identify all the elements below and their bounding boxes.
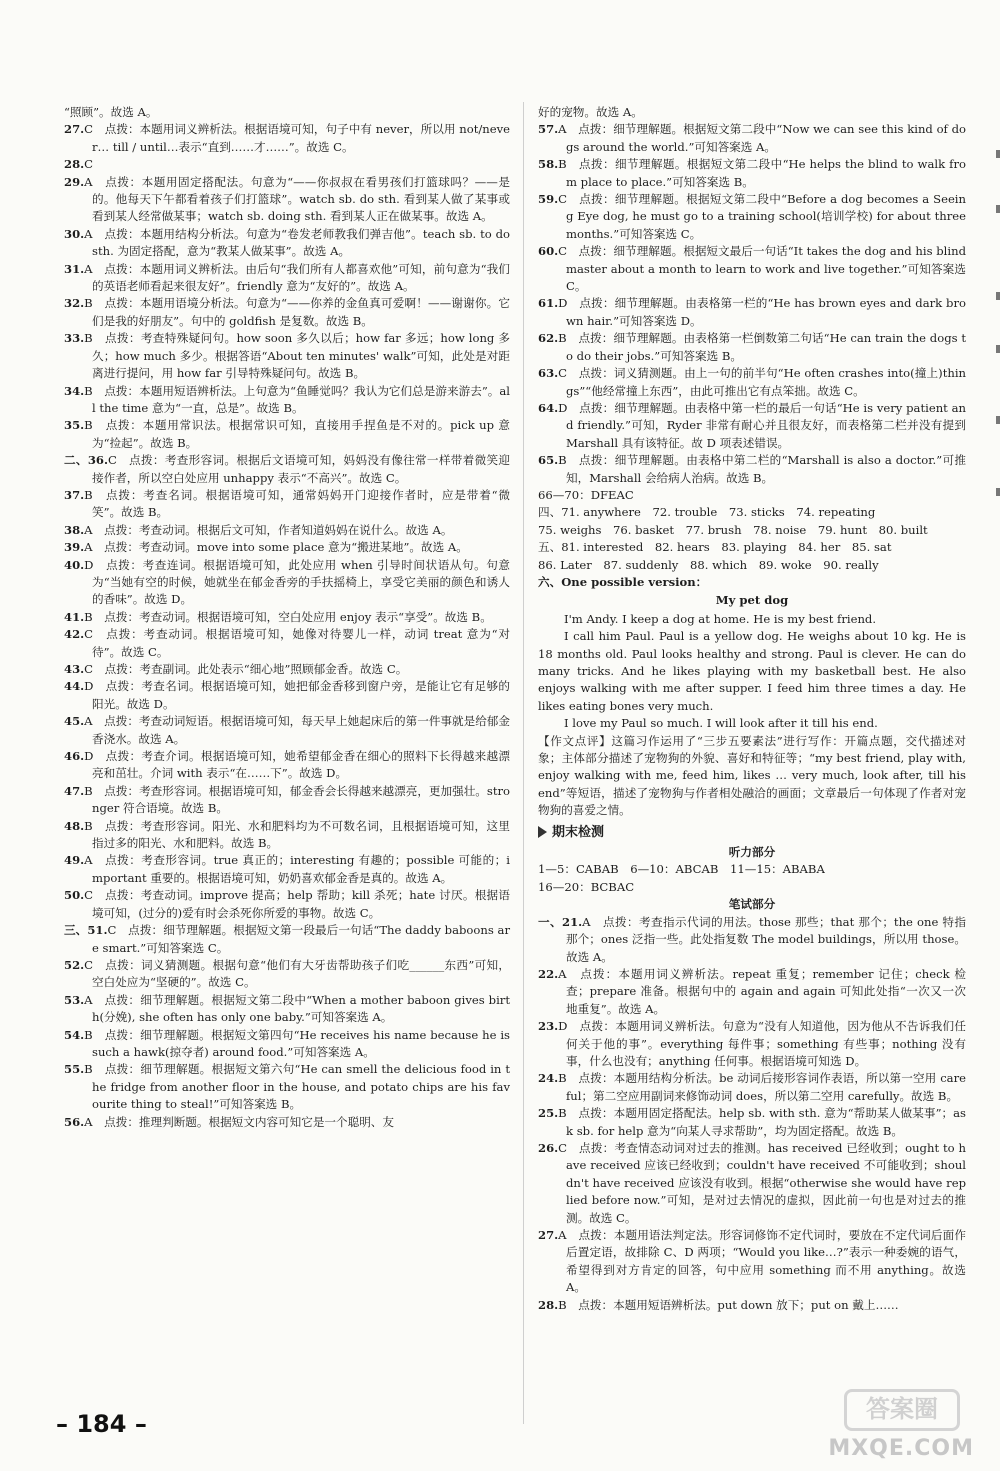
item-number: 28. [64,157,85,172]
item-text: B 点拨：本题用固定搭配法。help sb. with sth. 意为“帮助某人做某事”；ask sb. for help 意为“向某人寻求帮助”，均为固定搭配。故选 B。 [558,1106,966,1138]
answer-item [64,226,510,261]
item-text: C 点拨：考查情态动词对过去的推测。has received 已经收到；ought to have received 应该已经收到；couldn't have received 不可能收到；shouldn't have received 应该没有收到。根据“otherwise she would have replied before now.”可知，是对过去情况的虚拟，因此前一句也是对过去的推测。故选 C。 [558,1140,966,1225]
item-number: 32. [64,296,85,311]
answer-item [538,1227,966,1297]
item-text: C 点拨：细节理解题。根据短文最后一句话“It takes the dog and his blind master about a month to learn to work and live together.”可知答案选 C。 [558,244,966,294]
item-text: B 点拨：考查形容词。根据语境可知，郁金香会长得越来越漂亮，更加强壮。stronger 符合语境。故选 B。 [84,783,511,816]
item-text: D 点拨：考查介词。根据语境可知，她希望郁金香在细心的照料下长得越来越漂亮和茁壮。介词 with 表示“在……下”。故选 D。 [84,749,510,781]
edge-mark [996,488,1000,496]
item-number: 25. [538,1106,559,1121]
listening-answers: 1—5：CABAB 6—10：ABCAB 11—15：ABABA [538,862,825,877]
item-number: 31. [64,261,85,276]
item-text: C 点拨：本题用词义辨析法。根据语境可知，句子中有 never，所以用 not/never… till / until…表示“直到……才……”。故选 C。 [84,122,510,154]
item-text: 好的宠物。故选 A。 [538,105,643,119]
answer-item [64,992,510,1027]
item-text: D 点拨：细节理解题。由表格中第一栏的最后一句话“He is very patient and friendly.”可知，Ryder 非常有耐心并且很友好，而表格第二栏并没有提到 Marshall 具有该特征。故 D 项表述错误。 [558,400,966,450]
edge-mark [996,292,1000,300]
answer-item [538,191,966,243]
answer-row-66: 66—70：DFEAC [538,487,634,502]
answer-item [538,1105,966,1140]
item-number: 54. [64,1027,85,1042]
answer-item [64,748,510,783]
item-number: 39. [64,540,85,555]
watermark-text: MXQE.COM [828,1435,974,1461]
answer-item [538,1018,966,1070]
answer-item [64,783,510,818]
item-number: 41. [64,609,85,624]
edge-mark [996,345,1000,353]
writing-heading: 笔试部分 [728,897,776,912]
item-text: B 点拨：考查形容词。阳光、水和肥料均为不可数名词，且根据语境可知，这里指过多的阳光、水和肥料。故选 B。 [84,818,510,851]
item-number: 56. [64,1114,85,1129]
item-text: B 点拨：细节理解题。根据短文第二段中“He helps the blind to walk from place to place.”可知答案选 B。 [558,157,966,189]
item-text: C 点拨：词义猜测题。根据句意“他们有大牙齿帮助孩子们吃______东西”可知，空白处应为“坚硬的”。故选 C。 [84,957,510,990]
answer-item [538,330,966,365]
answer-item [64,452,510,487]
item-text: C 点拨：考查动词。improve 提高；help 帮助；kill 杀死；hate 讨厌。根据语境可知，(过分的)爱有时会杀死你所爱的事物。故选 C。 [84,888,510,920]
item-number: 35. [64,418,85,433]
item-text: C 点拨：细节理解题。根据短文第二段中“Before a dog becomes a Seeing Eye dog, he must go to a training school(培训学校) for about three months.”可知答案选 C。 [558,192,966,241]
edge-mark [996,205,1000,213]
item-number: 29. [64,174,85,189]
item-text: B 点拨：考查动词。根据语境可知，空白处应用 enjoy 表示“享受”。故选 B。 [84,609,492,624]
item-text: A 点拨：考查动词。move into some place 意为“搬进某地”。故选 A。 [84,540,468,555]
answer-item [538,1140,966,1227]
item-text: B 点拨：细节理解题。由表格第一栏倒数第二句话“He can train the dogs to do their jobs.”可知答案选 B。 [558,331,966,363]
item-number: 57. [538,122,559,137]
answer-item [538,1070,966,1105]
essay-paragraph: I call him Paul. Paul is a yellow dog. He weighs about 10 kg. He is 18 months old. Paul looks healthy and strong. Paul is clever. He can do many tricks. And he likes playing with my basketball best. He also enjoys walking with me after supper. I feed him three times a day. He likes eating bones very much. [538,629,966,713]
item-number: 61. [538,296,559,311]
item-number: 38. [64,522,85,537]
answer-item [538,365,966,400]
listening-heading: 听力部分 [728,845,776,860]
exam-answer-list [538,914,966,1314]
answer-item [64,121,510,156]
item-text: B 点拨：本题用短语辨析法。put down 放下；put on 戴上…… [558,1297,899,1312]
answer-item [64,1027,510,1062]
answer-item [64,261,510,296]
right-column [538,104,966,1314]
item-number: 60. [538,244,559,259]
answer-item [64,104,510,121]
final-exam-title: 期末检测 [552,824,605,840]
item-number: 37. [64,487,85,502]
item-text: B 点拨：考查特殊疑问句。how soon 多久以后；how far 多远；how long 多久；how much 多少。根据答语“About ten minutes' walk”可知，此处是对距离进行提问，用 how far 引导特殊疑问句。故选 B。 [84,331,510,381]
item-text: B 点拨：本题用常识法。根据常识可知，直接用手捏鱼是不对的。pick up 意为“捡起”。故选 B。 [84,418,510,450]
answer-row-81: 五、81. interested 82. hears 83. playing 84. her 85. sat [538,540,892,555]
item-number: 58. [538,157,559,172]
item-number: 49. [64,853,85,868]
answer-row-71: 四、71. anywhere 72. trouble 73. sticks 74. repeating [538,505,876,520]
item-number: 22. [538,966,559,981]
answer-item [538,452,966,487]
left-column [64,104,510,1131]
item-text: B 点拨：本题用语境分析法。句意为“——你养的金鱼真可爱啊！——谢谢你。它们是我的好朋友”。句中的 goldfish 是复数。故选 B。 [84,296,510,328]
answer-item [64,887,510,922]
item-number: 三、51. [64,923,108,938]
item-number: 二、36. [64,453,108,468]
answer-item [538,156,966,191]
item-text: A 点拨：本题用词义辨析法。repeat 重复；remember 记住；check 检查；prepare 准备。根据句中的 again and again 可知此处指“一次又一次地重复”。故选 A。 [558,966,966,1016]
item-number: 33. [64,331,85,346]
answer-item [538,914,966,966]
answer-item [64,661,510,678]
item-text: A 点拨：考查指示代词的用法。those 那些；that 那个；the one 特指那个；ones 泛指一些。此处指复数 The model buildings，所以用 those。故选 A。 [566,914,966,964]
answer-item [64,852,510,887]
item-text: A 点拨：细节理解题。根据短文第二段中“When a mother baboon gives birth(分娩), she often has only one baby.”可知答案选 A。 [84,992,510,1025]
item-number: 43. [64,662,85,676]
column-divider [523,102,524,1424]
answer-item [64,330,510,382]
answer-item [538,295,966,330]
item-number: 62. [538,331,559,346]
item-text: C 点拨：细节理解题。根据短文第一段最后一句话“The daddy baboons are smart.”可知答案选 C。 [92,923,510,955]
essay-comment: 【作文点评】这篇习作运用了“三步五要素法”进行写作：开篇点题，交代描述对象；主体部分描述了宠物狗的外貌、喜好和特征等；“my best friend, play with, enjoy walking with me, feed him, likes … very much, look after, till his end”等短语，描述了宠物狗与作者相处融洽的画面；文章最后一句体现了作者对宠物狗的喜爱之情。 [538,733,966,818]
answer-item [64,957,510,992]
answer-item [538,104,966,121]
item-text: A 点拨：本题用语法判定法。形容词修饰不定代词时，要放在不定代词后面作后置定语，故排除 C、D 两项；“Would you like…?”表示一种委婉的语气，希望得到对方肯定的回答，句中应用 something 而不用 anything。故选 A。 [558,1228,966,1295]
item-number: 63. [538,366,559,381]
item-text: “照顾”。故选 A。 [64,105,158,119]
page-number: – 184 – [56,1410,147,1438]
item-text: B 点拨：细节理解题。根据短文第四句“He receives his name because he is such a hawk(掠夺者) around food.”可知答案选 A。 [84,1027,510,1059]
item-number: 55. [64,1062,85,1077]
answer-item [64,922,510,957]
answer-item [64,557,510,609]
item-text: D 点拨：考查连词。根据语境可知，此处应用 when 引导时间状语从句。句意为“当她有空的时候，她就坐在郁金香旁的手扶摇椅上，享受它美丽的颜色和诱人的香味”。故选 D。 [84,557,510,607]
writing-section-label: 六、One possible version： [538,574,708,589]
listening-answers: 16—20：BCBAC [538,879,635,894]
answer-item [538,400,966,452]
item-number: 59. [538,192,559,207]
item-text: C 点拨：考查动词。根据语境可知，她像对待婴儿一样，动词 treat 意为“对待”。故选 C。 [84,627,510,659]
item-number: 64. [538,400,559,415]
item-number: 一、21. [538,914,583,929]
item-text: B 点拨：本题用结构分析法。be 动词后接形容词作表语，所以第一空用 careful；第二空应用副词来修饰动词 does，所以第二空用 carefully。故选 B。 [558,1071,966,1103]
answer-item [64,818,510,853]
item-number: 48. [64,818,85,833]
edge-mark [996,416,1000,424]
answer-item [64,1114,510,1131]
answer-item [64,174,510,226]
item-text: A 点拨：本题用固定搭配法。句意为“——你叔叔在看男孩们打篮球吗？——是的。他每天下午都看着孩子们打篮球”。watch sb. do sth. 看到某人做了某事或看到某人经常做某事；watch sb. doing sth. 看到某人正在做某事。故选 A。 [84,174,510,224]
answer-item [64,609,510,626]
item-number: 65. [538,453,559,468]
item-number: 44. [64,679,85,694]
answer-item [64,156,510,173]
item-number: 23. [538,1019,559,1034]
item-number: 50. [64,888,85,903]
item-number: 24. [538,1071,559,1086]
item-text: C 点拨：考查副词。此处表示“细心地”照顾郁金香。故选 C。 [84,662,408,676]
essay-title: My pet dog [715,593,789,608]
answer-item [64,522,510,539]
item-text: C [84,157,94,172]
answer-item [64,295,510,330]
item-text: D 点拨：细节理解题。由表格第一栏的“He has brown eyes and dark brown hair.”可知答案选 D。 [558,296,966,328]
item-text: D 点拨：本题用词义辨析法。句意为“没有人知道他，因为他从不告诉我们任何关于他的事”。everything 每件事；something 有些事；nothing 没有事，什么也没有；anything 任何事。根据语境可知选 D。 [558,1019,966,1068]
item-text: A 点拨：本题用词义辨析法。由后句“我们所有人都喜欢他”可知，前句意为“我们的英语老师看起来很友好”。friendly 意为“友好的”。故选 A。 [84,261,510,294]
answer-item [538,243,966,295]
item-number: 46. [64,749,85,764]
answer-item [64,487,510,522]
item-number: 45. [64,714,85,729]
answer-item [64,713,510,748]
answer-item [64,539,510,556]
item-number: 34. [64,383,85,398]
final-exam-heading [538,824,966,841]
answer-item [538,121,966,156]
item-text: C 点拨：词义猜测题。由上一句的前半句“He often crashes into(撞上)things”“他经常撞上东西”，由此可推出它有点笨拙。故选 C。 [558,366,966,398]
answer-row-86: 86. Later 87. suddenly 88. which 89. woke 90. really [538,557,879,572]
item-text: B 点拨：细节理解题。由表格中第二栏的“Marshall is also a doctor.”可推知，Marshall 会给病人治病。故选 B。 [558,453,966,485]
item-number: 27. [538,1228,559,1242]
answer-item [64,626,510,661]
item-text: A 点拨：推理判断题。根据短文内容可知它是一个聪明、友 [84,1114,394,1129]
item-number: 52. [64,957,85,972]
essay-paragraph: I'm Andy. I keep a dog at home. He is my best friend. [564,611,877,626]
item-number: 42. [64,627,85,642]
item-number: 30. [64,226,85,241]
answer-item [64,678,510,713]
item-number: 40. [64,557,85,572]
item-text: B 点拨：细节理解题。根据短文第六句“He can smell the delicious food in the fridge from another floor in the house, and potato chips are his favourite thing to steal!”可知答案选 B。 [84,1062,510,1112]
item-text: A 点拨：本题用结构分析法。句意为“卷发老师教我们弹吉他”。teach sb. to do sth. 为固定搭配，意为“教某人做某事”。故选 A。 [84,226,510,259]
item-text: B 点拨：本题用短语辨析法。上句意为“鱼睡觉吗？我认为它们总是游来游去”。all the time 意为“一直，总是”。故选 B。 [84,383,510,415]
item-number: 28. [538,1297,559,1312]
right-answer-list [538,104,966,487]
item-text: A 点拨：考查形容词。true 真正的；interesting 有趣的；possible 可能的；important 重要的。根据语境可知，奶奶喜欢郁金香是真的。故选 A。 [84,853,510,885]
item-number: 26. [538,1140,559,1155]
essay-paragraph: I love my Paul so much. I will look after it till his end. [564,716,878,731]
triangle-icon [538,826,547,838]
item-text: A 点拨：细节理解题。根据短文第二段中“Now we can see this kind of dogs around the world.”可知答案选 A。 [558,122,966,154]
answer-item [64,417,510,452]
item-number: 27. [64,122,85,137]
answer-row-75: 75. weighs 76. basket 77. brush 78. noise 79. hunt 80. built [538,522,928,537]
watermark-badge: 答案圈 [844,1389,960,1431]
item-text: A 点拨：考查动词短语。根据语境可知，每天早上她起床后的第一件事就是给郁金香浇水。故选 A。 [84,714,510,746]
item-text: C 点拨：考查形容词。根据后文语境可知，妈妈没有像往常一样带着微笑迎接作者，所以空白处应用 unhappy 表示“不高兴”。故选 C。 [92,453,511,485]
answer-item [538,966,966,1018]
answer-item [64,1061,510,1113]
item-text: A 点拨：考查动词。根据后文可知，作者知道妈妈在说什么。故选 A。 [84,522,453,537]
edge-mark [996,150,1000,158]
answer-item [538,1297,966,1314]
item-text: B 点拨：考查名词。根据语境可知，通常妈妈开门迎接作者时，应是带着“微笑”。故选 B。 [84,487,510,520]
item-number: 47. [64,783,85,798]
item-text: D 点拨：考查名词。根据语境可知，她把郁金香移到窗户旁，是能让它有足够的阳光。故选 D。 [84,679,510,711]
item-number: 53. [64,992,85,1007]
answer-item [64,383,510,418]
